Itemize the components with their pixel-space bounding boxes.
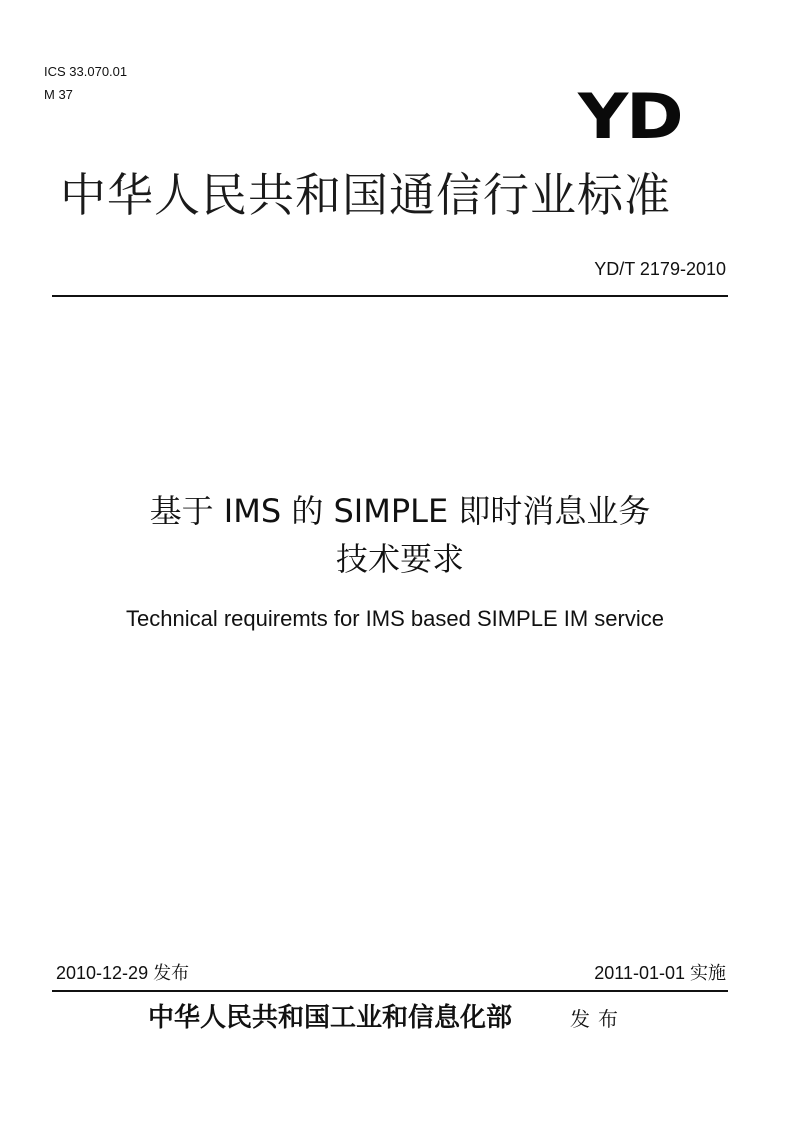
document-title-cn-line1: 基于 IMS 的 SIMPLE 即时消息业务 <box>149 492 651 530</box>
industry-standard-title: 中华人民共和国通信行业标准 <box>60 168 671 222</box>
document-title-cn-line2: 技术要求 <box>335 540 464 578</box>
top-divider <box>52 295 728 297</box>
issue-date: 2010-12-29 发布 <box>56 963 190 983</box>
issuing-authority: 中华人民共和国工业和信息化部 <box>148 1003 513 1033</box>
document-title-en: Technical requiremts for IMS based SIMPLE IM service <box>126 606 664 631</box>
yd-logo: YD <box>578 80 682 153</box>
standard-number: YD/T 2179-2010 <box>594 259 726 279</box>
ics-code: ICS 33.070.01 <box>44 64 128 79</box>
bottom-divider <box>52 990 728 992</box>
publish-label: 发布 <box>570 1007 626 1031</box>
category-code: M 37 <box>44 87 73 102</box>
implementation-date: 2011-01-01 实施 <box>594 963 726 983</box>
